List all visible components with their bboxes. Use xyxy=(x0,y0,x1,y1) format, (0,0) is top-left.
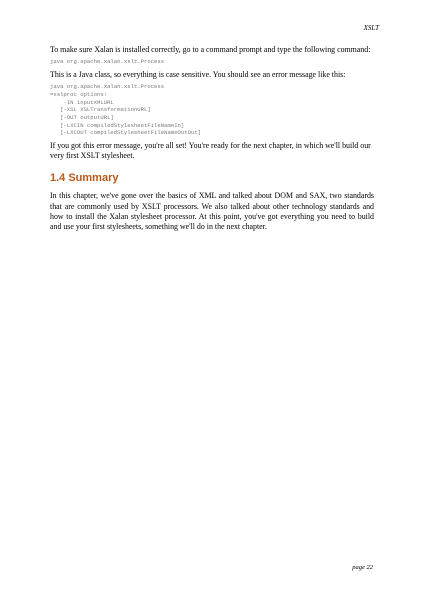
summary-heading: 1.4 Summary xyxy=(50,172,119,185)
command-code-block: java org.apache.xalan.xslt.Process xyxy=(50,58,165,66)
intro-paragraph: To make sure Xalan is installed correctly, go to a command prompt and type the following command: xyxy=(50,45,371,54)
case-sensitivity-paragraph: This is a Java class, so everything is case sensitive. You should see an error message like this: xyxy=(50,69,346,79)
page-content xyxy=(50,45,374,232)
running-header: XSLT xyxy=(363,24,379,32)
summary-paragraph: In this chapter, we've gone over the basics of XML and talked about DOM and SAX, two standards that are commonly used by XSLT processors. We also talked about other technology standards and how to install the Xalan stylesheet processor. At this point, you've got everything you need to build and use your first stylesheets, something we'll do in the next chapter. xyxy=(50,191,374,232)
page-number: page 22 xyxy=(352,564,373,571)
error-output-code-block: java org.apache.xalan.xslt.Process =xslproc options: -IN inputXMLURL [-XSL XSLTransformationURL] [-OUT outputURL] [-LXCIN compiledStylesheetFileNameIn] [-LXCOUT compiledStylesheetFileNameOutOut] xyxy=(50,83,202,137)
next-chapter-paragraph: If you got this error message, you're all set! You're ready for the next chapter, in which we'll build our very first XSLT stylesheet. xyxy=(50,141,371,161)
